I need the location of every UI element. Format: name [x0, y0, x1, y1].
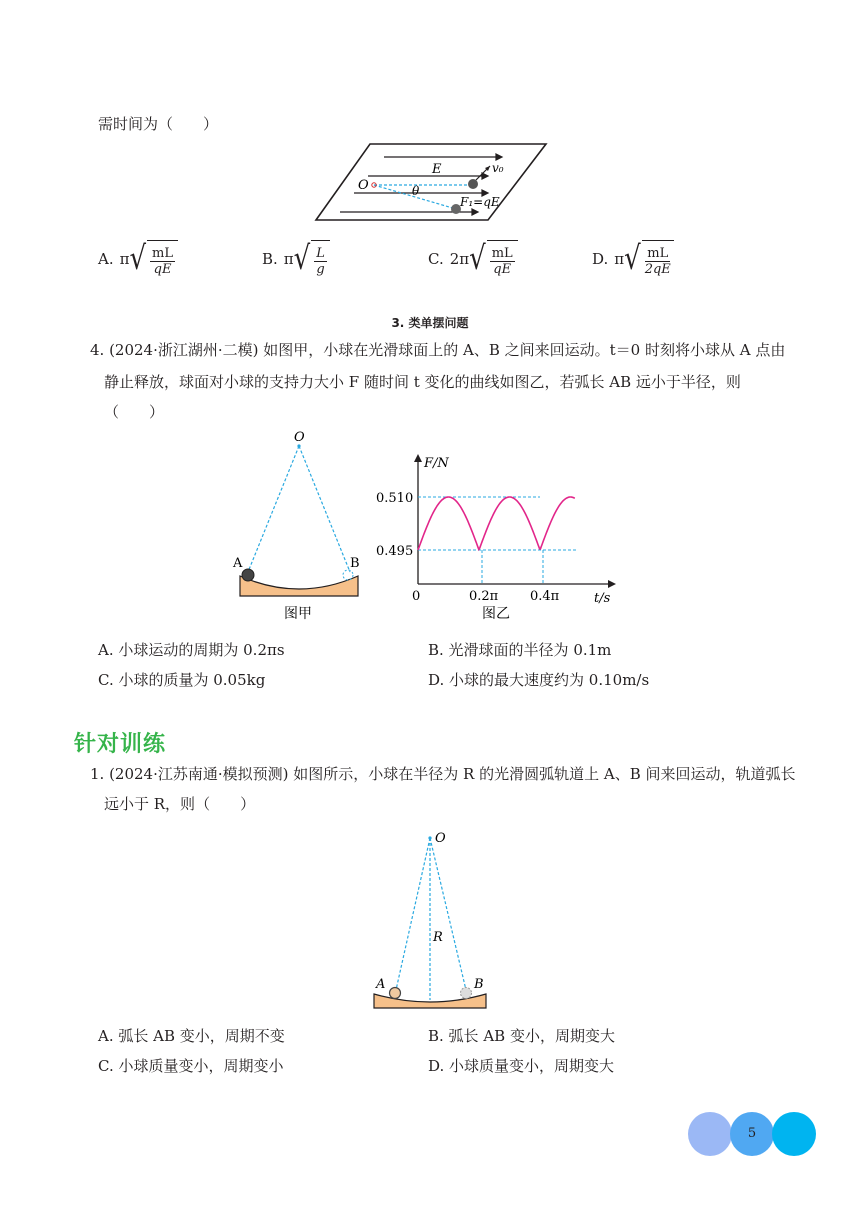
fig-jia-pendulum [226, 426, 366, 626]
force-curve [418, 497, 575, 550]
caption-jia: 图甲 [284, 606, 312, 622]
q4-option-b[interactable]: B. 光滑球面的半径为 0.1m [428, 641, 612, 659]
label-F1: F₁=qE [460, 195, 500, 209]
label-B: B [350, 556, 360, 571]
t1-line-1: 1. (2024·江苏南通·模拟预测) 如图所示，小球在半径为 R 的光滑圆弧轨道上 A、B 间来回运动，轨道弧长 [90, 765, 796, 783]
q3-option-c[interactable]: C. 2π √ $\frac{mL}{qE}$ [428, 240, 518, 277]
fig-yi-graph [372, 450, 622, 626]
xlabel: t/s [594, 591, 611, 606]
label-A: A [376, 977, 386, 992]
t1-option-a[interactable]: A. 弧长 AB 变小，周期不变 [98, 1027, 285, 1045]
q3-stem-tail: 需时间为（ ） [98, 115, 219, 133]
q3-option-a[interactable]: A. π √ $\frac{mL}{qE}$ [98, 240, 178, 277]
label-O: O [358, 178, 369, 193]
q4-option-d[interactable]: D. 小球的最大速度约为 0.10m/s [428, 671, 650, 689]
ball-icon [390, 988, 401, 999]
caption-yi: 图乙 [482, 606, 510, 622]
plane-outline [316, 144, 546, 220]
subsection-title: 3. 类单摆问题 [391, 316, 469, 330]
ball-icon [242, 569, 254, 581]
q4-line-3: （ ） [104, 403, 165, 421]
q4-line-2: 静止释放，球面对小球的支持力大小 F 随时间 t 变化的曲线如图乙，若弧长 AB 远小于半径，则 [104, 373, 741, 391]
ball-icon [461, 988, 472, 999]
label-O: O [435, 831, 446, 846]
label-A: A [233, 556, 243, 571]
q4-option-c[interactable]: C. 小球的质量为 0.05kg [98, 671, 266, 689]
label-O: O [294, 430, 305, 445]
ytick-0495: 0.495 [376, 544, 414, 559]
label-v0: v₀ [492, 161, 504, 175]
origin-label: 0 [412, 589, 421, 604]
q3-option-b[interactable]: B. π √ $\frac{L}{g}$ [262, 240, 330, 277]
section-title: 针对训练 [74, 732, 167, 757]
t1-option-c[interactable]: C. 小球质量变小，周期变小 [98, 1057, 284, 1075]
t1-option-b[interactable]: B. 弧长 AB 变小，周期变大 [428, 1027, 615, 1045]
bowl-track [240, 576, 358, 596]
xtick-02pi: 0.2π [469, 589, 499, 604]
q3-field-figure [310, 140, 550, 224]
page-circle-left [688, 1112, 732, 1156]
t1-line-2: 远小于 R，则（ ） [104, 795, 256, 813]
page-number: 5 [747, 1126, 757, 1141]
ball-icon [468, 179, 478, 189]
xtick-04pi: 0.4π [530, 589, 560, 604]
q3-option-d[interactable]: D. π √ $\frac{mL}{2qE}$ [592, 240, 674, 277]
q4-line-1: 4. (2024·浙江湖州·二模) 如图甲，小球在光滑球面上的 A、B 之间来回运动。t＝0 时刻将小球从 A 点由 [90, 341, 786, 359]
label-E: E [432, 162, 442, 177]
ytick-0510: 0.510 [376, 491, 414, 506]
q4-option-a[interactable]: A. 小球运动的周期为 0.2πs [98, 641, 285, 659]
page-circle-right [772, 1112, 816, 1156]
t1-arc-figure [366, 820, 506, 1012]
label-R: R [433, 930, 443, 945]
label-theta: θ [412, 184, 420, 198]
label-B: B [474, 977, 484, 992]
ylabel: F/N [424, 456, 449, 471]
t1-option-d[interactable]: D. 小球质量变小，周期变大 [428, 1057, 615, 1075]
